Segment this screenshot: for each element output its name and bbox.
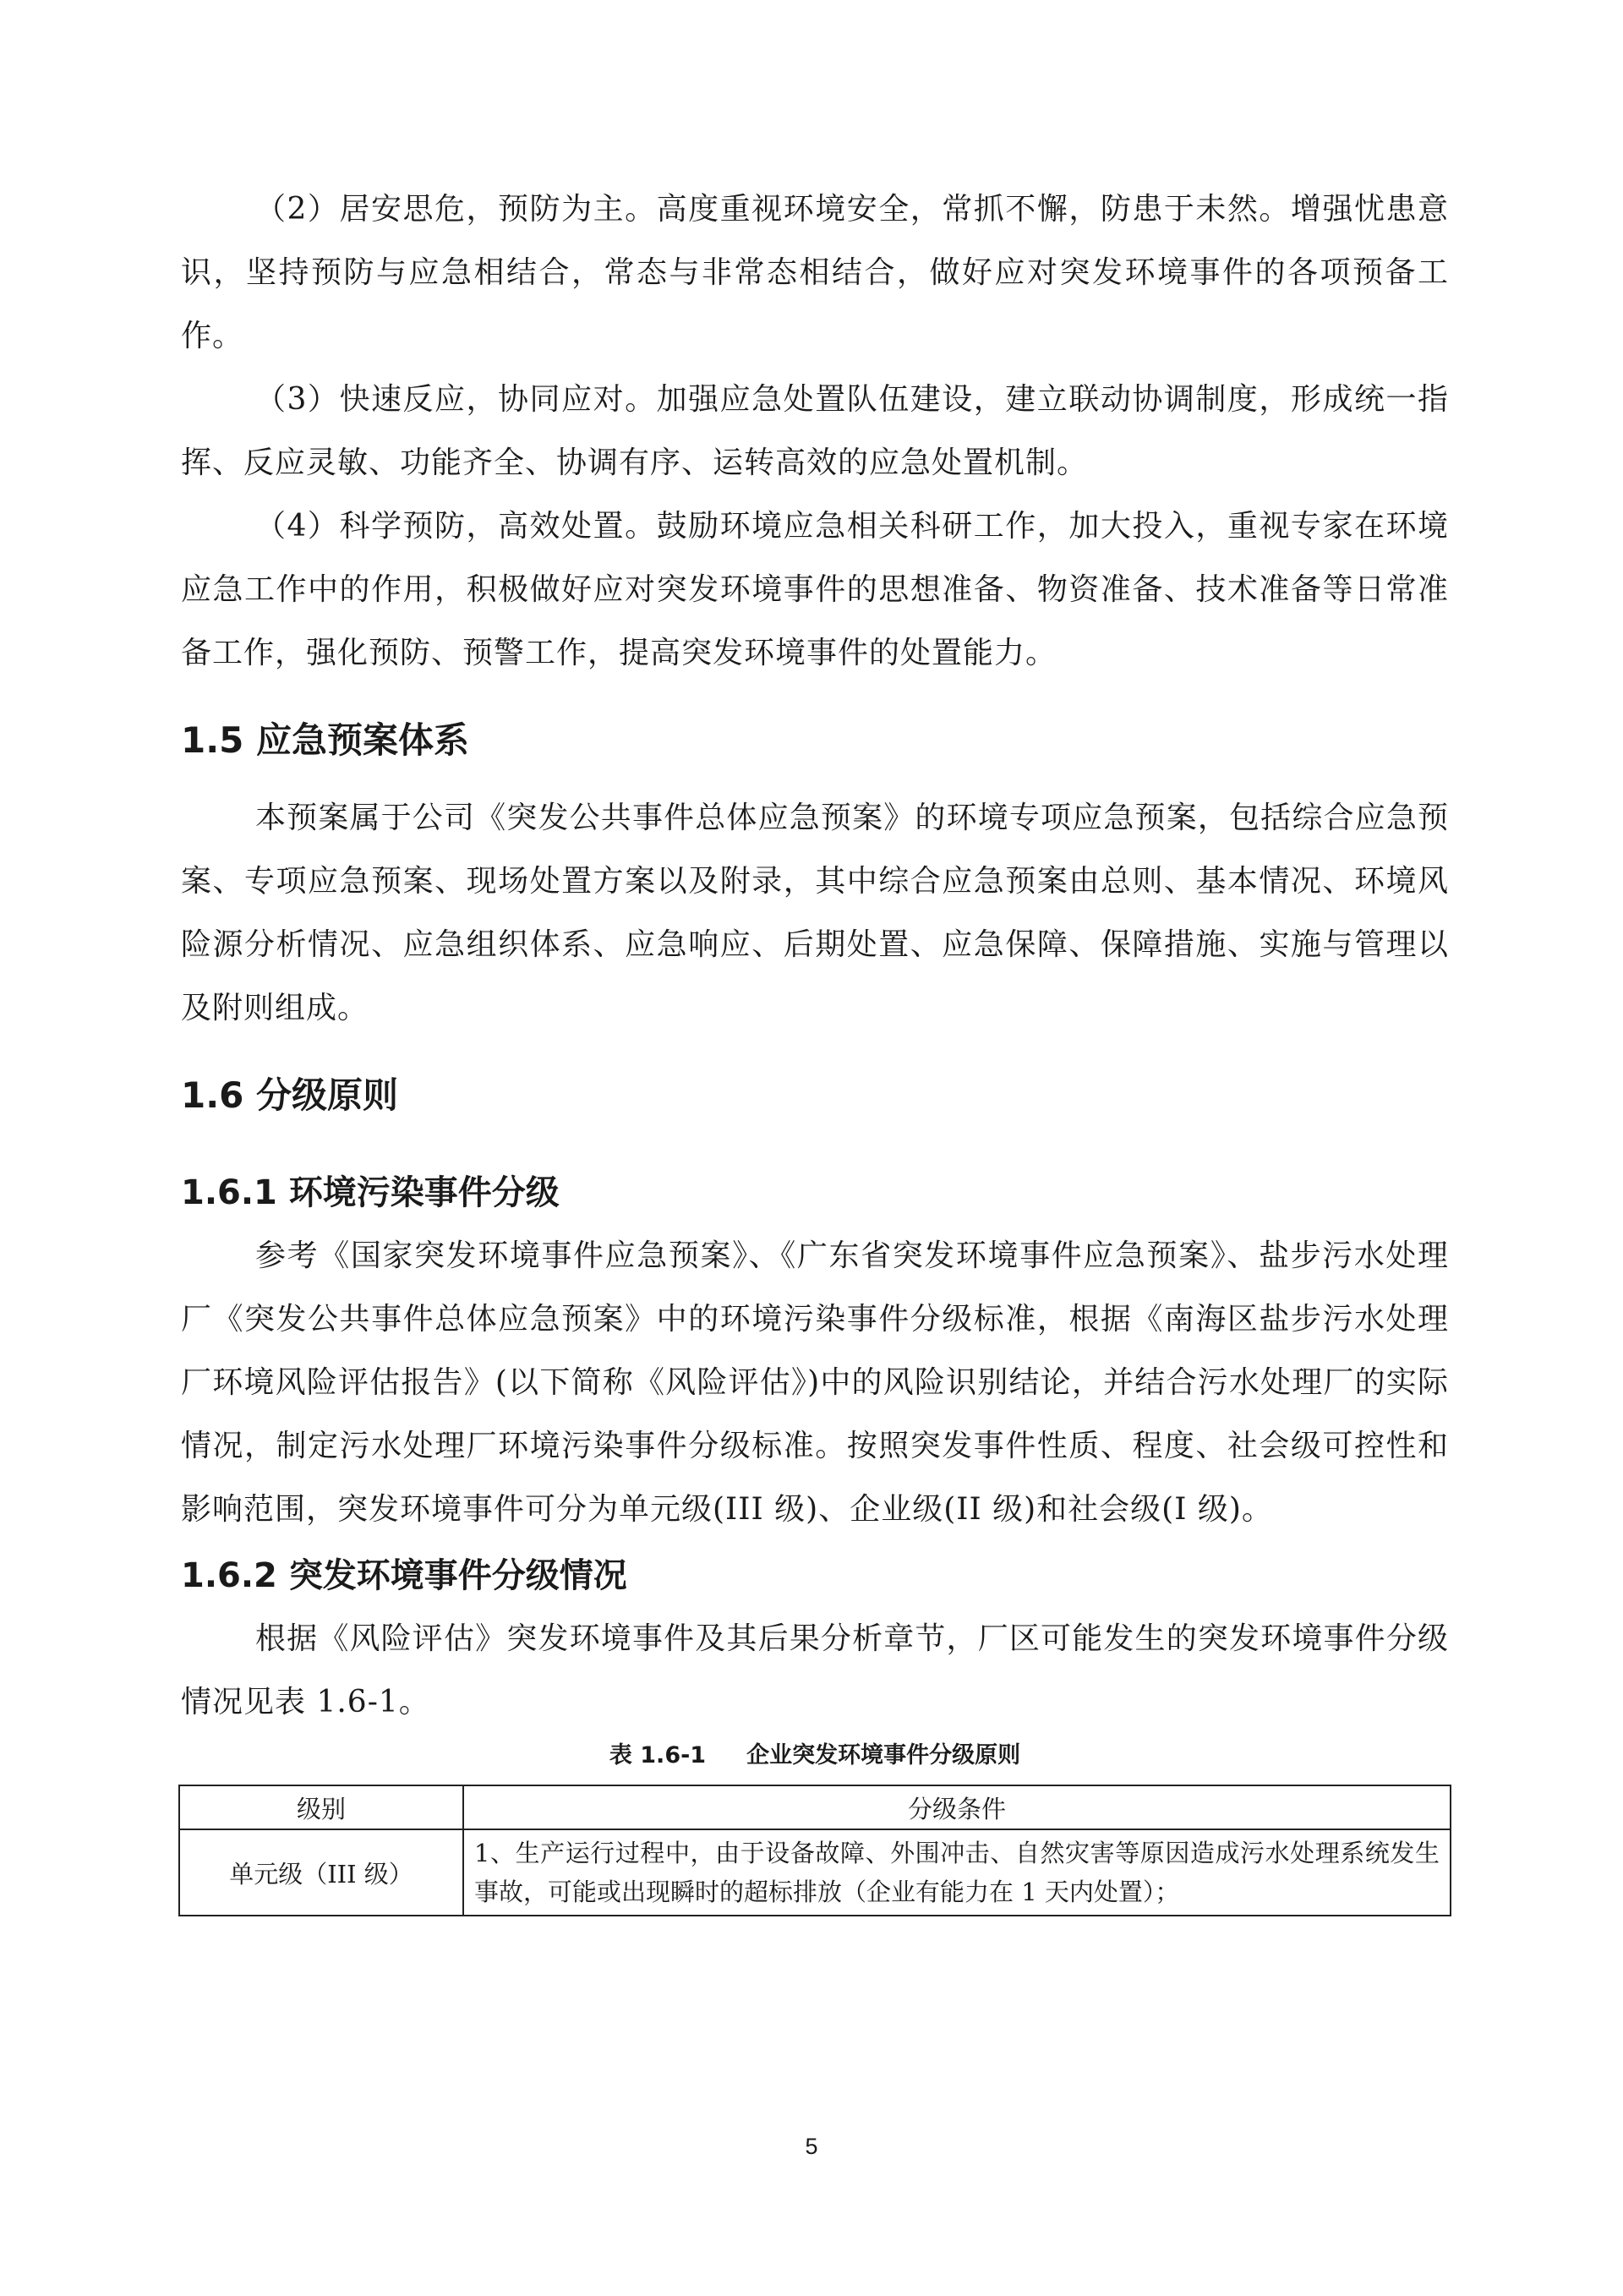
- page-content: [181, 178, 1449, 1916]
- table-caption-title: 企业突发环境事件分级原则: [746, 1742, 1021, 1768]
- table-header-condition: 分级条件: [463, 1785, 1451, 1829]
- grading-table: [178, 1785, 1451, 1916]
- paragraph-principle-3: （3）快速反应，协同应对。加强应急处置队伍建设，建立联动协调制度，形成统一指挥、反应灵敏、功能齐全、协调有序、运转高效的应急处置机制。: [181, 382, 1449, 480]
- paragraph-principle-2: （2）居安思危，预防为主。高度重视环境安全，常抓不懈，防患于未然。增强忧患意识，坚持预防与应急相结合，常态与非常态相结合，做好应对突发环境事件的各项预备工作。: [181, 192, 1449, 353]
- section-heading-1-6-2: 1.6.2 突发环境事件分级情况: [181, 1556, 627, 1595]
- table-caption-number: 表 1.6-1: [609, 1742, 707, 1768]
- table-cell-level: 单元级（III 级）: [179, 1829, 463, 1916]
- table-cell-condition: 1、生产运行过程中，由于设备故障、外围冲击、自然灾害等原因造成污水处理系统发生事故，可能或出现瞬时的超标排放（企业有能力在 1 天内处置）；: [463, 1829, 1451, 1916]
- section-heading-1-6: 1.6 分级原则: [181, 1074, 399, 1116]
- paragraph-grading-situation: 根据《风险评估》突发环境事件及其后果分析章节，厂区可能发生的突发环境事件分级情况见表 1.6-1。: [181, 1621, 1449, 1719]
- section-heading-1-6-1: 1.6.1 环境污染事件分级: [181, 1173, 560, 1212]
- paragraph-emergency-plan-system: 本预案属于公司《突发公共事件总体应急预案》的环境专项应急预案，包括综合应急预案、专项应急预案、现场处置方案以及附录，其中综合应急预案由总则、基本情况、环境风险源分析情况、应急组织体系、应急响应、后期处置、应急保障、保障措施、实施与管理以及附则组成。: [181, 801, 1449, 1025]
- table-header-level: 级别: [179, 1785, 463, 1829]
- paragraph-principle-4: （4）科学预防，高效处置。鼓励环境应急相关科研工作，加大投入，重视专家在环境应急工作中的作用，积极做好应对突发环境事件的思想准备、物资准备、技术准备等日常准备工作，强化预防、预警工作，提高突发环境事件的处置能力。: [181, 509, 1449, 670]
- paragraph-pollution-event-grading: 参考《国家突发环境事件应急预案》、《广东省突发环境事件应急预案》、盐步污水处理厂《突发公共事件总体应急预案》中的环境污染事件分级标准，根据《南海区盐步污水处理厂环境风险评估报告》(以下简称《风险评估》)中的风险识别结论，并结合污水处理厂的实际情况，制定污水处理厂环境污染事件分级标准。按照突发事件性质、程度、社会级可控性和影响范围，突发环境事件可分为单元级(III 级)、企业级(II 级)和社会级(I 级)。: [181, 1238, 1449, 1527]
- table-header-row: [179, 1785, 1451, 1829]
- table-caption: [181, 1739, 1449, 1773]
- section-heading-1-5: 1.5 应急预案体系: [181, 719, 470, 761]
- page-number: 5: [805, 2134, 818, 2159]
- table-row: [179, 1829, 1451, 1916]
